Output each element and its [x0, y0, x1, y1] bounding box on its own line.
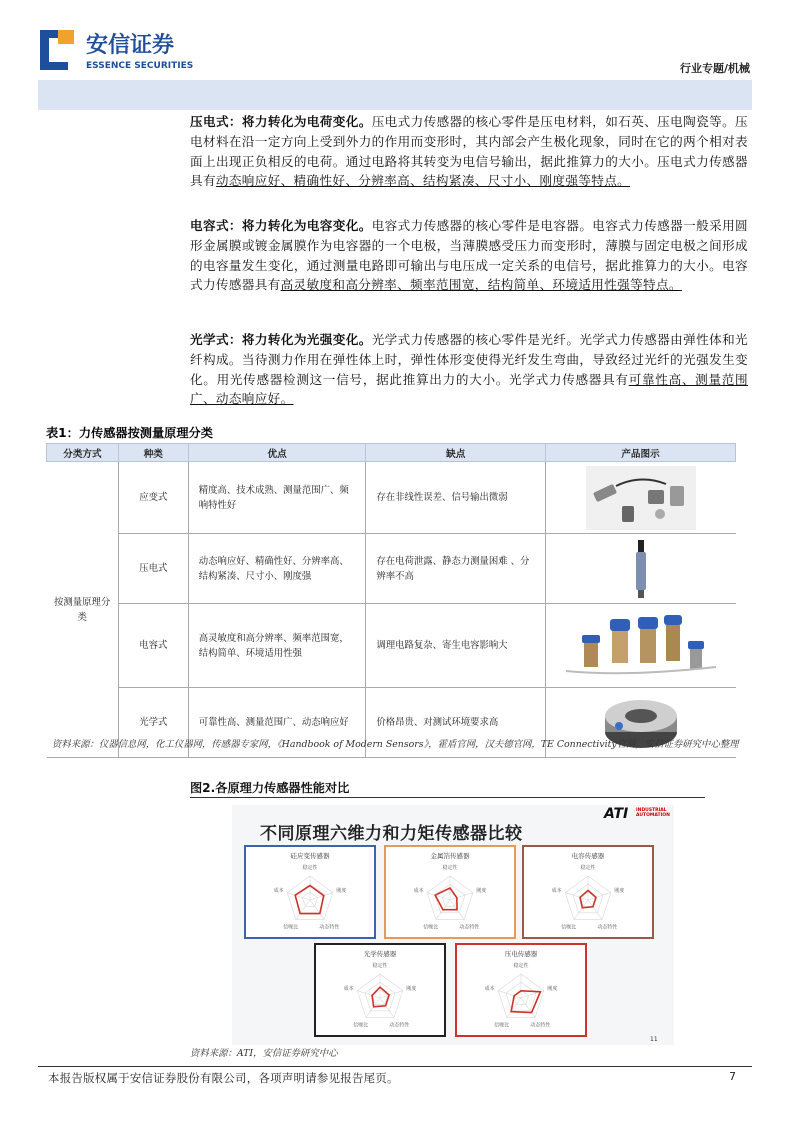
radar-axis-label: 信噪比	[561, 924, 577, 931]
strain-sensor-image	[586, 466, 696, 530]
kind-cell: 压电式	[118, 534, 188, 604]
radar-title: 金属箔传感器	[430, 852, 470, 860]
figure-headline: 不同原理六维力和力矩传感器比较	[260, 824, 523, 844]
radar-panel-optical	[314, 943, 446, 1037]
paragraph-highlight: 动态响应好、精确性好、分辨率高、结构紧凑、尺寸小、刚度强等特点。	[215, 173, 631, 189]
piezo-sensor-image	[626, 538, 656, 600]
ati-logo-sub-line: INDUSTRIAL	[636, 808, 667, 813]
table-header-row	[47, 444, 736, 462]
radar-axis-label: 稳定性	[580, 865, 596, 871]
radar-axis-label: 信噪比	[353, 1022, 369, 1029]
radar-panel-capacitive	[522, 845, 654, 939]
footer-disclaimer: 本报告版权属于安信证券股份有限公司，各项声明请参见报告尾页。	[48, 1071, 399, 1085]
cons-cell: 调理电路复杂、寄生电容影响大	[366, 604, 546, 688]
paragraph-lead: 电容式：将力转化为电容变化。	[190, 218, 372, 233]
table-header: 种类	[118, 444, 188, 462]
ati-logo-sub	[636, 808, 670, 818]
table-header: 缺点	[366, 444, 546, 462]
cons-cell: 价格昂贵、对测试环境要求高	[366, 688, 546, 758]
radar-title: 压电传感器	[504, 950, 538, 958]
radar-chart	[455, 943, 587, 1037]
logo-cn: 安信证券	[86, 33, 175, 58]
category-cell: 按测量原理分类	[47, 462, 119, 758]
product-image-cell	[546, 534, 736, 604]
radar-axis-label: 稳定性	[302, 865, 318, 871]
table-header: 分类方式	[47, 444, 119, 462]
table-header: 优点	[188, 444, 366, 462]
kind-cell: 应变式	[118, 462, 188, 534]
footer-rule	[38, 1066, 752, 1067]
figure-rule	[190, 797, 705, 798]
radar-axis-label: 刚度	[614, 887, 625, 894]
section-tag: 行业专题/机械	[679, 62, 750, 75]
paragraph-capacitive	[190, 216, 748, 295]
radar-axis-label: 成本	[413, 887, 424, 894]
paragraph-optical	[190, 330, 748, 409]
table-header: 产品图示	[546, 444, 736, 462]
radar-axis-label: 动态特性	[597, 924, 618, 931]
radar-axis-label: 成本	[484, 985, 495, 992]
logo-en: ESSENCE SECURITIES	[86, 61, 194, 71]
pros-cell: 高灵敏度和高分辨率、频率范围宽，结构简单、环境适用性强	[188, 604, 366, 688]
radar-title: 电容传感器	[571, 852, 605, 860]
radar-axis-label: 刚度	[336, 887, 347, 894]
radar-axis-label: 稳定性	[513, 963, 529, 969]
paragraph-body: 压电式力传感器的核心零件是压电材料，如石英、压电陶瓷等。压电材料在沿一定方向上受到外力的作用而变形时，其内部会产生极化现象，同时在它的两个相对表面上出现正负相反的电荷。通过电路将其转变为电信号输出，据此推算力的大小。压电式力传感器具有	[190, 114, 748, 189]
radar-title: 光学传感器	[363, 950, 397, 958]
radar-chart	[522, 845, 654, 939]
radar-axis-label: 动态特性	[319, 924, 340, 931]
product-image-cell	[546, 604, 736, 688]
paragraph-piezoelectric	[190, 112, 748, 191]
radar-panel-metal-foil	[384, 845, 516, 939]
cons-cell: 存在电荷泄露、静态力测量困难 、分辨率不高	[366, 534, 546, 604]
radar-axis-label: 稳定性	[442, 865, 458, 871]
header-band	[38, 80, 752, 110]
radar-axis-label: 动态特性	[389, 1022, 410, 1029]
radar-axis-label: 成本	[273, 887, 284, 894]
radar-axis-label: 刚度	[476, 887, 487, 894]
paragraph-lead: 压电式：将力转化为电荷变化。	[190, 114, 372, 129]
sensor-classification-table	[46, 443, 736, 758]
table-row	[47, 534, 736, 604]
cons-cell: 存在非线性误差、信号输出微弱	[366, 462, 546, 534]
company-logo	[38, 28, 198, 74]
radar-axis-label: 信噪比	[283, 924, 299, 931]
capacitive-sensor-image	[566, 611, 716, 681]
paragraph-highlight: 高灵敏度和高分辨率、频率范围宽，结构简单、环境适用性强等特点。	[280, 277, 682, 293]
paragraph-lead: 光学式：将力转化为光强变化。	[190, 332, 372, 347]
table-row	[47, 462, 736, 534]
product-image-cell	[546, 462, 736, 534]
table-title: 表1：力传感器按测量原理分类	[46, 426, 213, 440]
radar-axis-label: 动态特性	[530, 1022, 551, 1029]
radar-chart	[384, 845, 516, 939]
radar-chart	[314, 943, 446, 1037]
pros-cell: 动态响应好、精确性好、分辨率高、结构紧凑、尺寸小、刚度强	[188, 534, 366, 604]
kind-cell: 光学式	[118, 688, 188, 758]
radar-panel-piezoelectric	[455, 943, 587, 1037]
page-number: 7	[729, 1070, 736, 1083]
radar-axis-label: 刚度	[547, 985, 558, 992]
kind-cell: 电容式	[118, 604, 188, 688]
radar-axis-label: 信噪比	[423, 924, 439, 931]
table-row	[47, 604, 736, 688]
radar-chart	[244, 845, 376, 939]
radar-axis-label: 稳定性	[372, 963, 388, 969]
paragraph-body: 光学式力传感器的核心零件是光纤。光学式力传感器由弹性体和光纤构成。当待测力作用在弹性体上时，弹性体形变使得光纤发生弯曲，导致经过光纤的光强发生变化。用光传感器检测这一信号，据此推算出力的大小。光学式力传感器具有	[190, 332, 748, 387]
ati-logo-sub-line: AUTOMATION	[636, 813, 670, 818]
figure-title: 图2.各原理力传感器性能对比	[190, 781, 350, 795]
figure-source: 资料来源：ATI，安信证券研究中心	[190, 1048, 338, 1059]
radar-axis-label: 成本	[343, 985, 354, 992]
ati-logo: ATI	[604, 806, 629, 822]
radar-axis-label: 信噪比	[494, 1022, 510, 1029]
radar-axis-label: 成本	[551, 887, 562, 894]
pros-cell: 可靠性高、测量范围广、动态响应好	[188, 688, 366, 758]
radar-axis-label: 刚度	[406, 985, 417, 992]
pros-cell: 精度高、技术成熟、测量范围广、频响特性好	[188, 462, 366, 534]
table-source: 资料来源：仪器信息网，化工仪器网，传感器专家网，《Handbook of Modern Sensors》，霍盾官网，汉夫德官网，TE Connectivity官网，安信证券研究中心整理	[52, 739, 739, 750]
paragraph-highlight: 可靠性高、测量范围广、动态响应好。	[190, 371, 748, 407]
paragraph-body: 电容式力传感器的核心零件是电容器。电容式力传感器一般采用圆形金属膜或镀金属膜作为电容器的一个电极，当薄膜感受压力而变形时，薄膜与固定电极之间形成的电容量发生变化，通过测量电路即可输出与电压成一定关系的电信号，据此推算力的大小。电容式力传感器具有	[190, 218, 748, 293]
radar-axis-label: 动态特性	[459, 924, 480, 931]
radar-panel-silicon-strain	[244, 845, 376, 939]
radar-title: 硅应变传感器	[290, 852, 330, 860]
figure-page-mark: 11	[650, 1036, 658, 1043]
